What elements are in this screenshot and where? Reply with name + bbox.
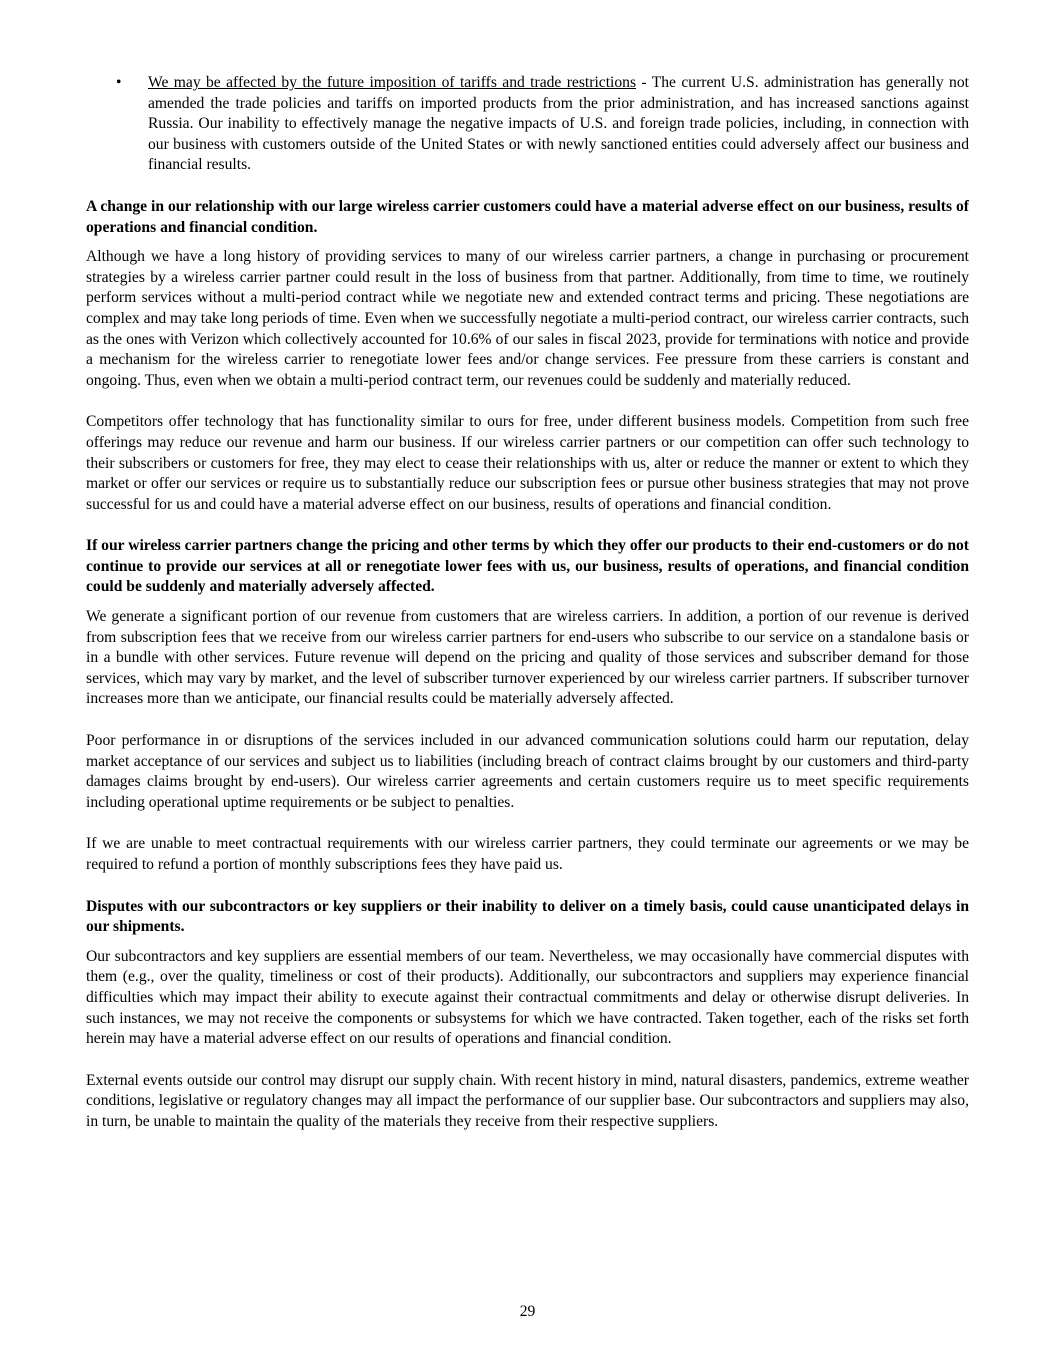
section-heading-subcontractor-disputes: Disputes with our subcontractors or key suppliers or their inability to deliver on a timely basis, could cause unanticipated delays in our shipments.	[86, 897, 969, 936]
bullet-item-tariffs	[86, 73, 969, 176]
paragraph: Competitors offer technology that has functionality similar to ours for free, under different business models. Competition from such free offerings may reduce our revenue and harm our business. If our wireless carrier partners or our competition can offer such technology to their subscribers or customers for free, they may elect to cease their relationships with us, alter or reduce the manner or extent to which they market or offer our services or require us to substantially reduce our subscription fees or pursue other business strategies that may not prove successful for us and could have a material adverse effect on our business, results of operations and financial condition.	[86, 413, 969, 513]
paragraph: External events outside our control may disrupt our supply chain. With recent history in mind, natural disasters, pandemics, extreme weather conditions, legislative or regulatory changes may all impact the performance of our supplier base. Our subcontractors and suppliers may also, in turn, be unable to maintain the quality of the materials they receive from their respective suppliers.	[86, 1071, 969, 1130]
paragraph: Poor performance in or disruptions of the services included in our advanced communication solutions could harm our reputation, delay market acceptance of our services and subject us to liabilities (including breach of contract claims brought by our customers and third-party damages claims brought by end-users). Our wireless carrier agreements and certain customers require us to meet specific requirements including operational uptime requirements or be subject to penalties.	[86, 732, 969, 811]
bullet-mark: •	[116, 74, 122, 91]
paragraph: If we are unable to meet contractual requirements with our wireless carrier partners, they could terminate our agreements or we may be required to refund a portion of monthly subscriptions fees they have paid us.	[86, 835, 969, 873]
bullet-lead: We may be affected by the future imposition of tariffs and trade restrictions	[148, 74, 637, 91]
paragraph: We generate a significant portion of our revenue from customers that are wireless carriers. In addition, a portion of our revenue is derived from subscription fees that we receive from our wireless carrier partners for end-users who subscribe to our service on a standalone basis or in a bundle with other services. Future revenue will depend on the pricing and quality of those services and subscriber demand for those services, which may vary by market, and the level of subscriber turnover experienced by our wireless carrier partners. If subscriber turnover increases more than we anticipate, our financial results could be materially adversely affected.	[86, 608, 969, 708]
section-heading-carrier-relationship: A change in our relationship with our large wireless carrier customers could have a material adverse effect on our business, results of operations and financial condition.	[86, 197, 969, 236]
paragraph: Although we have a long history of providing services to many of our wireless carrier partners, a change in purchasing or procurement strategies by a wireless carrier partner could result in the loss of business from that partner. Additionally, from time to time, we routinely perform services without a multi-period contract while we negotiate new and extended contract terms and pricing. These negotiations are complex and may take long periods of time. Even when we successfully negotiate a multi-period contract, our wireless carrier contracts, such as the ones with Verizon which collectively accounted for 10.6% of our sales in fiscal 2023, provide for terminations with notice and provide a mechanism for the wireless carrier to renegotiate lower fees and/or change services. Fee pressure from these carriers is constant and ongoing. Thus, even when we obtain a multi-period contract term, our revenues could be suddenly and materially reduced.	[86, 248, 969, 389]
page-number: 29	[519, 1303, 536, 1320]
bullet-text: - The current U.S. administration has generally not amended the trade policies and tariffs on imported products from the prior administration, and has increased sanctions against Russia. Our inability to effectively manage the negative impacts of U.S. and foreign trade policies, including, in connection with our business with customers outside of the United States or with newly sanctioned entities could adversely affect our business and financial results.	[148, 74, 969, 174]
document-page	[86, 73, 969, 1154]
paragraph: Our subcontractors and key suppliers are essential members of our team. Nevertheless, we may occasionally have commercial disputes with them (e.g., over the quality, timeliness or cost of their products). Additionally, our subcontractors and suppliers may experience financial difficulties which may impact their ability to execute against their contractual commitments and delay or otherwise disrupt deliveries. In such instances, we may not receive the components or subsystems for which we have contracted. Taken together, each of the risks set forth herein may have a material adverse effect on our results of operations and financial condition.	[86, 947, 969, 1048]
section-heading-carrier-pricing: If our wireless carrier partners change the pricing and other terms by which they offer our products to their end-customers or do not continue to provide our services at all or renegotiate lower fees with us, our business, results of operations, and financial condition could be suddenly and materially adversely affected.	[86, 537, 969, 596]
